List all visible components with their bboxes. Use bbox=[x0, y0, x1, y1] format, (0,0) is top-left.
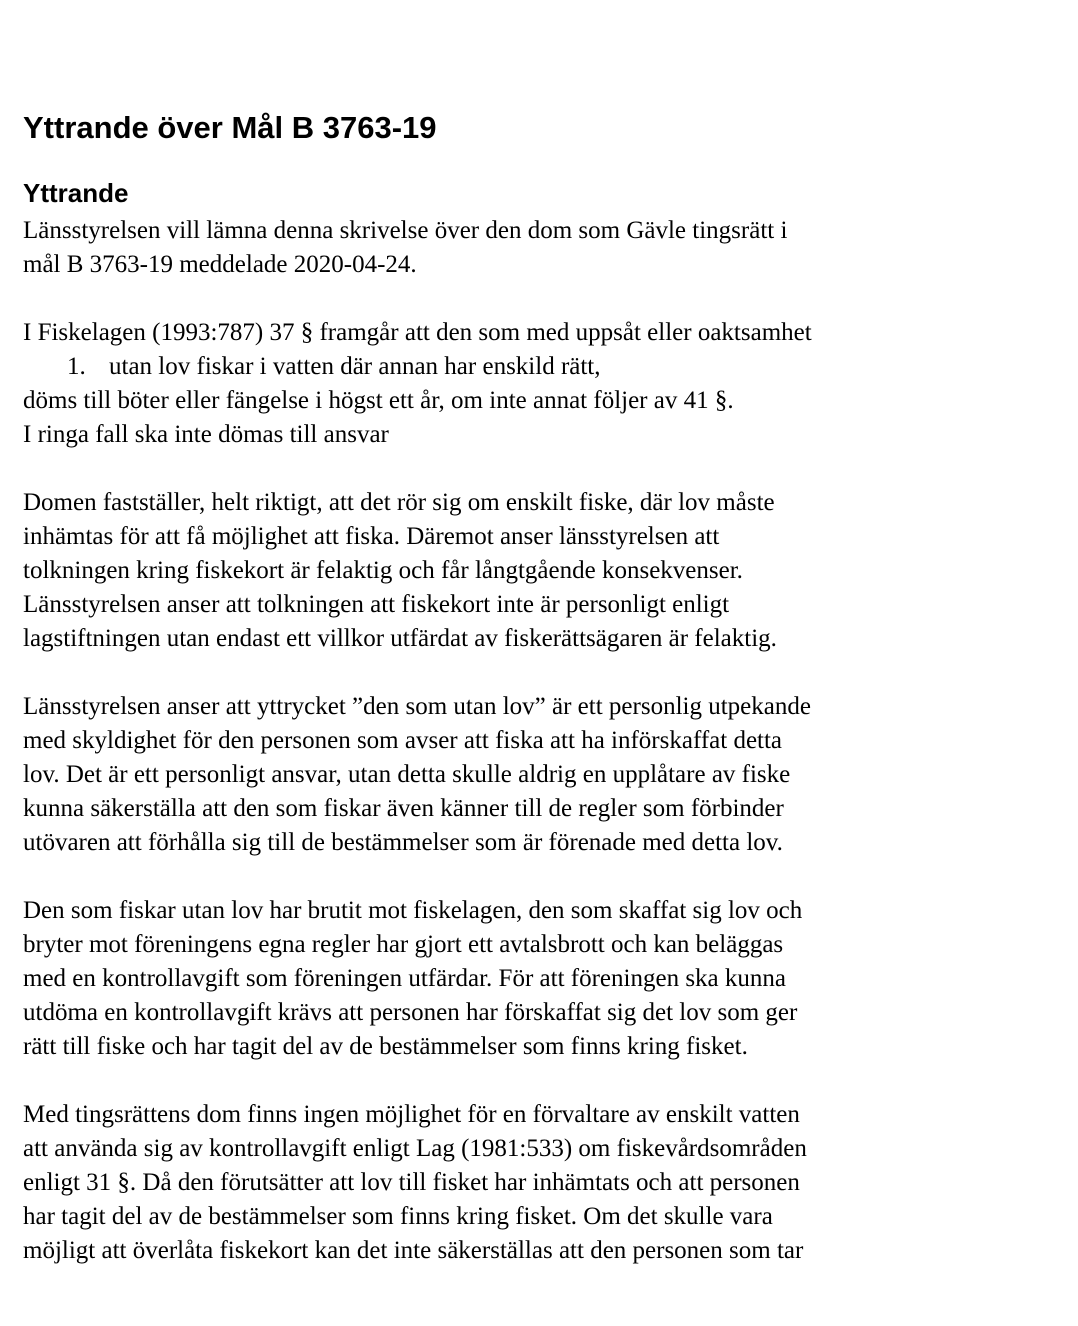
paragraph-gap bbox=[23, 1064, 1063, 1098]
text-line: Den som fiskar utan lov har brutit mot fiskelagen, den som skaffat sig lov och bbox=[23, 897, 803, 924]
text-line: utövaren att förhålla sig till de bestämmelser som är förenade med detta lov. bbox=[23, 829, 783, 856]
text-line: Med tingsrättens dom finns ingen möjlighet för en förvaltare av enskilt vatten bbox=[23, 1101, 800, 1128]
paragraph-law-quote bbox=[23, 316, 1063, 452]
paragraph-gap bbox=[23, 452, 1063, 486]
text-line: utdöma en kontrollavgift krävs att personen har förskaffat sig det lov som ger bbox=[23, 999, 798, 1026]
paragraph-gap bbox=[23, 656, 1063, 690]
document-page bbox=[23, 108, 1063, 1268]
list-item bbox=[23, 350, 1063, 384]
text-line: möjligt att överlåta fiskekort kan det inte säkerställas att den personen som tar bbox=[23, 1237, 804, 1264]
text-line: döms till böter eller fängelse i högst ett år, om inte annat följer av 41 §. bbox=[23, 387, 734, 414]
text-line: I ringa fall ska inte dömas till ansvar bbox=[23, 421, 389, 448]
section-heading: Yttrande bbox=[23, 178, 129, 208]
paragraph-consequences bbox=[23, 1098, 1063, 1268]
text-line: lagstiftningen utan endast ett villkor utfärdat av fiskerättsägaren är felaktig. bbox=[23, 625, 777, 652]
text-line: Länsstyrelsen vill lämna denna skrivelse över den dom som Gävle tingsrätt i bbox=[23, 217, 788, 244]
paragraph-ruling bbox=[23, 486, 1063, 656]
text-line: Domen fastställer, helt riktigt, att det rör sig om enskilt fiske, där lov måste bbox=[23, 489, 775, 516]
paragraph-intro bbox=[23, 214, 1063, 282]
list-text: utan lov fiskar i vatten där annan har enskild rätt, bbox=[109, 353, 601, 380]
text-line: enligt 31 §. Då den förutsätter att lov till fisket har inhämtats och att personen bbox=[23, 1169, 800, 1196]
text-line: rätt till fiske och har tagit del av de bestämmelser som finns kring fisket. bbox=[23, 1033, 748, 1060]
text-line: bryter mot föreningens egna regler har gjort ett avtalsbrott och kan beläggas bbox=[23, 931, 784, 958]
text-line: tolkningen kring fiskekort är felaktig och får långtgående konsekvenser. bbox=[23, 557, 743, 584]
document-title: Yttrande över Mål B 3763-19 bbox=[23, 110, 437, 145]
text-line: kunna säkerställa att den som fiskar även känner till de regler som förbinder bbox=[23, 795, 784, 822]
paragraph-personal-responsibility bbox=[23, 690, 1063, 860]
list-number: 1. bbox=[67, 353, 86, 380]
text-line: inhämtas för att få möjlighet att fiska. Däremot anser länsstyrelsen att bbox=[23, 523, 720, 550]
text-line: I Fiskelagen (1993:787) 37 § framgår att den som med uppsåt eller oaktsamhet bbox=[23, 319, 812, 346]
text-line: har tagit del av de bestämmelser som finns kring fisket. Om det skulle vara bbox=[23, 1203, 773, 1230]
paragraph-control-fee bbox=[23, 894, 1063, 1064]
text-line: med en kontrollavgift som föreningen utfärdar. För att föreningen ska kunna bbox=[23, 965, 786, 992]
text-line: med skyldighet för den personen som avser att fiska att ha införskaffat detta bbox=[23, 727, 783, 754]
text-line: lov. Det är ett personligt ansvar, utan detta skulle aldrig en upplåtare av fiske bbox=[23, 761, 791, 788]
paragraph-gap bbox=[23, 282, 1063, 316]
text-line: mål B 3763-19 meddelade 2020-04-24. bbox=[23, 251, 417, 278]
text-line: Länsstyrelsen anser att yttrycket ”den som utan lov” är ett personlig utpekande bbox=[23, 693, 811, 720]
paragraph-gap bbox=[23, 860, 1063, 894]
document-body bbox=[23, 214, 1063, 1268]
text-line: Länsstyrelsen anser att tolkningen att fiskekort inte är personligt enligt bbox=[23, 591, 730, 618]
text-line: att använda sig av kontrollavgift enligt Lag (1981:533) om fiskevårdsområden bbox=[23, 1135, 807, 1162]
